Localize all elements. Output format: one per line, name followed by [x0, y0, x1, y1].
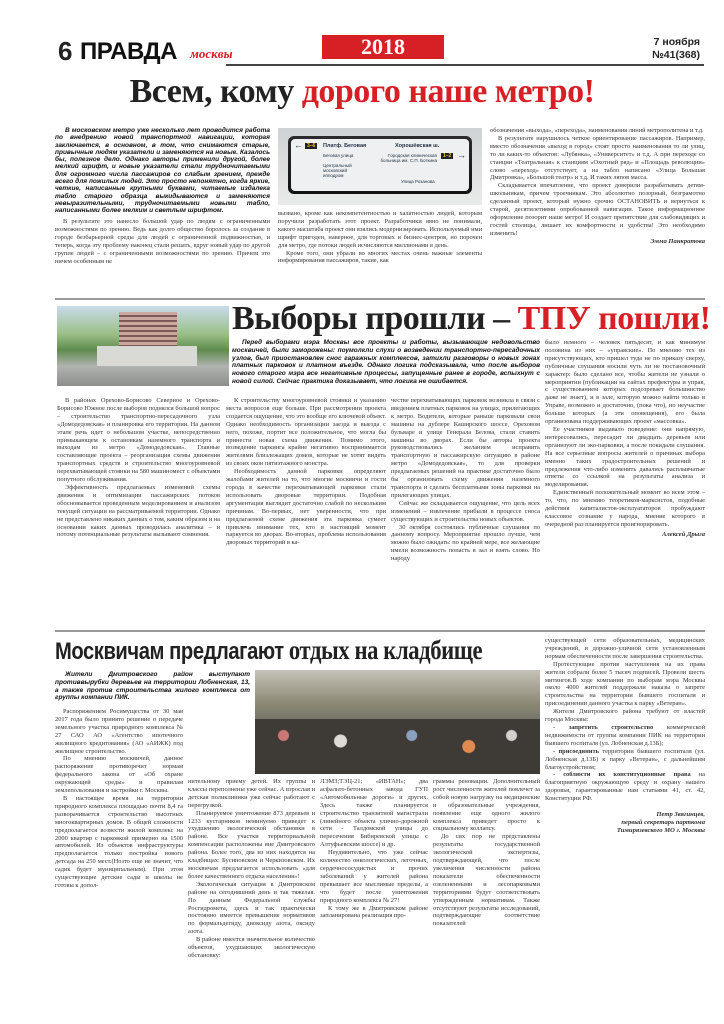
demand-item: [545, 771, 705, 803]
protest-rally-photo: [255, 670, 540, 774]
paragraph: существующей сети образовательных, медицинских учреждений, и дорожно-уличной сети установленным нормам обеспеченности после завершения строительства.: [545, 637, 705, 660]
article2-col4: [545, 339, 705, 539]
paragraph: было немного – человек пятьдесят, и как минимум половина из них – «управские». По мнению тех из присутствующих, кто пришел туда не по приказу сверху, публичные слушания носили чуть ли не постановочный характер: было сделано все, чтобы жители не узнали о мероприятии (публикации на сайтах префектуры и управ, с существованием которых подозревает большинство даже не знает), и в зале, которую можно найти только в Управе, возможно и достаточно, (пока что), но неучастие больше которых (а эти оповещения), его была организована поддерживающих проект «массовка».: [545, 339, 705, 426]
paragraph: вызвано, кроме как некомпетентностью и халатностью людей, которым поручили разработать этот проект. Разработчики явно не понимали, какого масштаба проект они взялись модернизировать. Используемый ими шрифт пригоден, наверное, для торговых и бизнес-центров, но порочен для метро, где потоки людей исчисляются миллионами в день.: [278, 210, 482, 249]
headline-red: дорого наше метро!: [301, 73, 595, 110]
article2-col1: [57, 397, 220, 539]
paragraph: Необходимость данной парковки определяют жалобами жителей на то, что многие москвичи и гости города в качестве перехватывающей парковки стали использовать дворовые территории. Подобная аргументация выглядит достаточно слабой по нескольким причинам. Во-первых, нет уверенности, что при предлагаемой схеме движения эта парковка сумеет привлечь внимание тех, кто в настоящий момент паркуется во дворах. Во-вторых, проблема использования дворовых территорий в ка-: [226, 468, 386, 547]
exit-left-1: Беговая улица: [323, 153, 354, 158]
author-block: [545, 811, 705, 835]
headline-black: Москвичам предлагают: [55, 638, 284, 665]
demand-text: территории бывшего госпиталя (ул. Лобненская д.13Б) к парку «Ветеран», с дальнейшим благоустройством;: [545, 747, 705, 771]
paragraph: Эффективность предлагаемых изменений схемы движения и оптимизации пассажирских потоков обосновывается проведенным моделированием и анализом текущей ситуации на рассматриваемой территории. Однако не представлено никаких данных о том, каким образом и на основании каких данных проводилась аналитика – и потому потенциальные результаты вызывают сомнения.: [57, 483, 220, 539]
paragraph: В результате это нанесло большой удар по людям с ограниченными возможностями по зрению. Ведь как долго общество боролось за создание в городе безбарьерной среды для людей с ограниченной подвижностью, и теперь, когда эту проблему наконец стали решать, вдруг новый удар по другой группе людей – с ограниченными возможностями по зрению. Причем это ничем особенным не: [55, 218, 270, 265]
paragraph: В настоящее время на территории природного комплекса площадью почти 8,4 га разворачивается строительство высотных многоквартирных домов. В общей сложности предполагается возвести жилой комплекс на 2000 квартир с парковкой примерно на 1500 автомобилей. Из объектов инфраструктуры предполагается только постройка нового детсада на 250 мест.(Нозто еще не значит, что садик будет муниципальным). При этом существующие детские сады и школы не готовы к допол-: [55, 794, 183, 889]
crowd: [255, 719, 540, 774]
divider: [55, 630, 705, 632]
arrow-left-icon: ←: [294, 140, 303, 150]
paragraph: До сих пор не представлены результаты государственной экологической экспертизы, подтверждающей, что после увеличения численности района показатели обеспеченности озелененными и лесопарковыми территориями будут соответствовать утвержденным нормативам. Также отсутствуют результаты исследований, подтверждающие соответствие показателей: [433, 833, 540, 928]
article1-col2: [278, 210, 482, 265]
year-badge: [322, 35, 444, 59]
issue-date: 7 ноября: [653, 36, 700, 48]
paragraph: Сейчас же складывается ощущение, что цель всех изменений – извлечение прибыли в процессе сноса существующих и строительства новых объектов.: [391, 499, 540, 523]
demand-bold: - соблюсти их конституционные права: [553, 771, 691, 779]
headline-black: Выборы прошли –: [232, 300, 510, 337]
paragraph: Протестующие против наступления на их права жители собрали более 5 тысяч подписей. Провели шесть митингов.В ходе компании по выборам мэра Москвы около 4000 жителей поддержали наказы о запрете строительства на территории бывшего госпиталя и присоединении данного участка к парку «Ветеран».: [545, 660, 705, 708]
article3-col2: [188, 778, 315, 960]
article2-col3: [391, 397, 540, 563]
paragraph: Единственный положительный момент во всем этом – то, что, по мнению теоретиков-марксистов, подобные действия капиталистов-эксплуататоров пробуждают классовое сознание у народа, мнение которого в очередной раз планируется проигнорировать.: [545, 489, 705, 528]
line-badge-left: 3–6: [307, 143, 316, 149]
lead-text: Жители Дмитровского район выступают противвырубки деревьев на территории Лобненская, 13, а также против строительства жилого комплекса от группы компании ПИК.: [55, 671, 250, 702]
demand-bold: - запретить строительство: [553, 723, 654, 731]
headline-black: Всем, кому: [129, 73, 294, 110]
arrow-right-icon: →: [457, 150, 466, 160]
paragraph: Планируемое уничтожение 873 деревьев и 1233 кустарников неминуемо приведет к ухудшению экологической обстановки в районе. Все участки территориальной компенсации расположены вне Дмитровского района. Более того, два из них находятся на кладбищах: Бусиновском и Черкизовском. Их москвичам предлагается использовать «для более качественного отдыха населения»!: [188, 809, 315, 880]
lead-text: В московском метро уже несколько лет проводится работа по внедрению новой транспортной навигации, которая заключается, в основном, в том, что снимаются старые, привычные людям указатели и заменяются на новые. Казалось бы, полезное дело. Однако авторы применили другой, более мелкий шрифт, и новые указатели стали трудночитаемыми для огромного числа пассажиров со слабым зрением, прежде всего для пожилых людей. Это просто непонятно, когда яркие, четкие, написанные крупными буквами, читаемые издалека табло старого образца выкидываются и заменяются невыразительными, трудночитаемыми новыми табло, написанными более мелким и светлым шрифтом.: [55, 127, 270, 215]
masthead: [58, 36, 258, 66]
paragraph: Распоряжением Росимущества от 30 мая 2017 года было принято решение о передаче земельного участка природного комплекса № 27 САО АО «Агентство ипотечного жилищного кредитования» (АО «АИЖК) под жилищное строительство.: [55, 708, 183, 755]
article1-col1: [55, 218, 270, 265]
article3-col3: [320, 778, 428, 920]
paragraph: Складывается впечатление, что проект доверили разрабатывать детям-школьникам, причем троечникам. Это абсолютно позорный, безграмотно сделанный проект, который нужно срочно ОСТАНОВИТЬ и вернуться к старой, десятилетиями опробованной навигации. Такое информационное оформление позорит наше метро! И создает препятствие для слабовидящих и гостей столицы, лишает их комфортности и удобства! Это необходимо изменить!: [490, 182, 705, 237]
paragraph: Экологическая ситуация в Дмитровском районе на сегодняшний день и так тяжелая. По данным Федеральной службы Росгидромета, здесь и так практически постоянно имеется превышение нормативов по формальдегиду, диоксиду азота, оксиду азота.: [188, 880, 315, 936]
author: Петр Звягинцев,: [656, 811, 705, 819]
demand-text: на благоприятную окружающую среду и охрану нашего здоровья, гарантированные нам статьями 41, ст. 42, Конституции РФ.: [545, 771, 705, 803]
paragraph: По мнению москвичей, данное распоряжение противоречит нормам федерального закона от «Об охране окружающей среды» и правилам землепользования и застройки г. Москвы.: [55, 755, 183, 795]
metro-sign-photo: [278, 128, 482, 205]
tpu-rendering-photo: [57, 306, 229, 386]
paragraph: ЛЭМЗ;ТЭЦ-21; «ИВТАН»; два асфальто-бетонных завода ГУП «Автомобильные дороги» и других. Здесь также планируется строительство транзитной магистрали (линейного объекта улично-дорожной сети - Талдомской улицы до пересечения Бибиревской улицы с Алтуфьевским шоссе) и др.: [320, 778, 428, 849]
demand-item: [545, 748, 705, 772]
article3-lead: [55, 671, 250, 702]
logo-sub: москвы: [190, 46, 233, 61]
article2-headline: [232, 300, 710, 338]
paragraph: Жители Дмитровского района требуют от властей города Москвы:: [545, 708, 705, 724]
page-number: 6: [58, 36, 72, 66]
exit-right-1: Городская клиническая больница им. С.П. Боткина: [380, 153, 437, 163]
lead-text: Перед выборами мэра Москвы все проекты и работы, вызывающие недовольство москвичей, были заморожены: поумолкли слухи о возведении транспортно-пересадочных узлов, был приостановлен снос гаражных комплексов, затихли разговоры о новых зонах платных парковок и платном въезде. Однако логика подсказывала, что после выборов нового старого мэра все негативные процессы, запущенные ранее в городе, вспыхнут с новой силой. Сейчас практика доказывает, что логика не ошибается.: [232, 339, 540, 385]
metro-sign: [288, 136, 472, 194]
paragraph: В районах Орехово-Борисово Северное и Орехово-Борисово Южное после выборов поднялся большой вопрос – строительство транспортно-пересадочного узла «Домодедовская» и планировка его территории. На данном этапе речь идет о небольшом участке, непосредственно примыкающем к остановкам наземного транспорта и выходам из метро «Домодедовская». Главные составляющие проекта – реорганизация схемы движения транспортных средств и строительство многоуровневой перехватывающей стоянки на 580 машиномест с объектами попутного обслуживания.: [57, 397, 220, 484]
paragraph: В районе имеется значительное количество объектов, ухудшающих экологическую обстановку:: [188, 936, 315, 959]
header-rule: [226, 64, 704, 66]
demand-item: [545, 724, 705, 748]
paragraph: 30 октября состоялись публичные слушания по данному вопросу. Мероприятие прошло лучше, чем можно было ожидать: по крайней мере, все желающие имели возможность попасть в зал и взять слово. Но народу: [391, 523, 540, 563]
paragraph: Ее участников выдавало поведение: они напрямую, интересовались, пересадит ли двадцать деревьев или организуют ли эко-парковки, а после покидали слушания. На все серьезные вопросы жителей о причинах выбора именно таких градостроительных решений и предлежения что-либо изменить давались расплывчатые ответы со ссылкой на результаты анализа и моделирования.: [545, 425, 705, 489]
exit-right-2: Улица Розанова: [401, 179, 435, 184]
article1-headline: [0, 72, 724, 112]
issue-number: №41(368): [652, 49, 700, 61]
line-badge-right: 1–2: [443, 153, 452, 159]
year: 2018: [361, 34, 405, 59]
exit-left-2: Центральный московский ипподром: [323, 163, 352, 178]
article1-col3: [490, 127, 705, 246]
paragraph: К строительству многоуровневой стоянки и указанию места вопросов еще больше. При рассмотрении проекта создается ощущение, что это вообще его ключевой объект. Однако необходимость организации заезда и выезда с него, похоже, портит все положительное, что могла бы принести новая схема движения. Помимо этого, возведение паркинга крайне негативно воспринимается жителями близлежащих домов, которые не хотят видеть из своих окон пятиэтажного монстра.: [226, 397, 386, 468]
paragraph: К тому же в Дмитровском районе запланирована реализация про-: [320, 904, 428, 920]
article2-lead: [232, 339, 540, 386]
paragraph: граммы реновации. Дополнительный рост численности жителей повлечет за собой новую нагрузку на медицинские и образовательные учреждения, появление еще одного жилого комплекса приведет просто к социальному коллапсу.: [433, 778, 540, 833]
article3-headline: [55, 634, 482, 668]
article3-col4: [433, 778, 540, 928]
headline-red: ТПУ пошли!: [517, 300, 711, 337]
author: Алексей Дрыга: [662, 530, 705, 538]
paragraph: обозначения «выхода», «перехода», наименования линий метрополитена и т.д.: [490, 127, 704, 134]
demand-text: коммерческой недвижимости от группы компании ПИК на территории бывшего госпиталя (ул. Лобненская д.13Б);: [545, 723, 705, 747]
station-left: Платф. Беговая: [323, 143, 367, 149]
article3-col5: [545, 637, 705, 835]
station-right: Хорошёвская ш.: [395, 143, 440, 149]
paragraph: Кроме того, они убрали во многих местах очень важные элементы информирования пассажиров, такие, как: [278, 249, 482, 265]
article3-col1: [55, 708, 183, 890]
building-annex: [97, 346, 197, 366]
author: Эмма Панкратова: [650, 237, 705, 245]
author-title: Тимирязевского МО г. Москвы: [616, 827, 705, 835]
issue-info: [652, 36, 700, 62]
article2-col2: [226, 397, 386, 547]
logo: ПРАВДА: [80, 38, 177, 65]
headline-caps: отдых на кладбище: [288, 635, 483, 665]
author-title: первый секретарь парткома: [621, 819, 705, 827]
demand-bold: - присоединить: [553, 747, 599, 755]
paragraph: нительному приему детей. Их группы и классы переполнены уже сейчас. А взрослая и детская поликлиники уже сейчас работают с перегрузкой.: [188, 778, 315, 809]
paragraph: Неудивительно, что уже сейчас количество онкологических, легочных, сердечнососудистых и прочих заболеваний у жителей района превышает все мыслимые пределы, а что будет после уничтожения природного комплекса № 27!: [320, 849, 428, 904]
paragraph: В результате нарушилось четкое ориентирование пассажиров. Например, вместо обозначения «выход в город» стоят просто наименования то ли улиц, то ли каких-то объектов: «Лубянка», «Университет» и т.д. А при переходе со станции «Театральная» к станциям «Охотный ряд» и «Площадь революции» слово «переход» отсутствует, а на табло написано «Улица Большая Дмитровка», «Большой театр» и т.д. И таких ляпов масса.: [490, 134, 705, 182]
paragraph: честве перехватывающих парковок возникла в связи с введением платных парковок на улицах, прилегающих к метро. Водители, которые раньше парковали свои машины на дублере Каширского шоссе, Ореховом бульваре и улице Генерала Белова, стали ставить машины во дворах. Если бы авторы проекта руководствовались желанием исправить транспортную и пассажирскую ситуацию в районе метро «Домодедовская», то для проверки предлагаемых решений на практике достаточно было бы организовать схему движения наземного транспорта и сделать бесплатными зоны парковки на прилегающих улицах.: [391, 397, 540, 499]
article1-lead: [55, 127, 270, 215]
